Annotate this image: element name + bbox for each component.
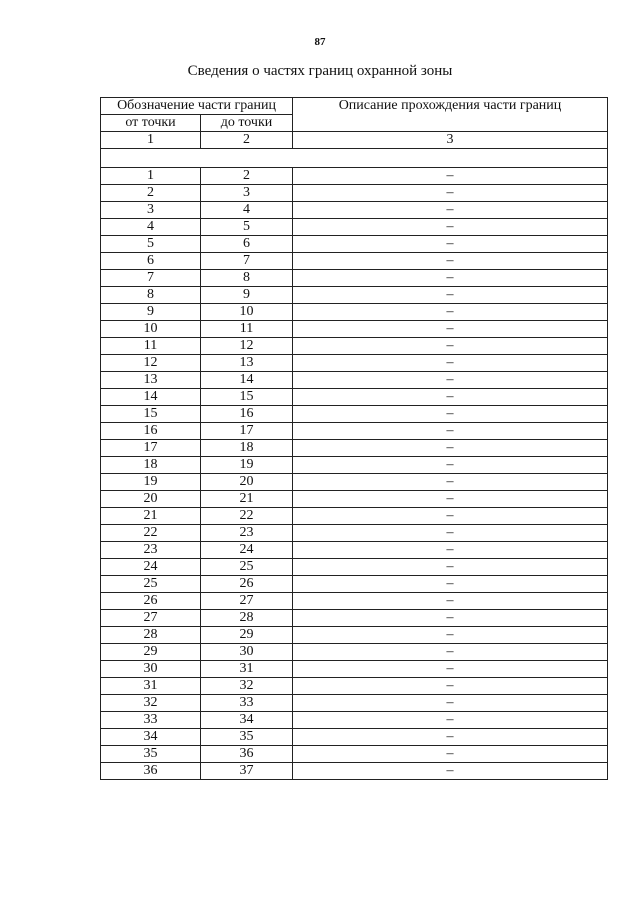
table-row	[101, 576, 608, 593]
to-point-cell: 35	[201, 729, 293, 746]
header-row	[101, 98, 608, 115]
description-cell: –	[293, 712, 608, 729]
description-cell: –	[293, 576, 608, 593]
table-row	[101, 695, 608, 712]
to-point-cell: 2	[201, 168, 293, 185]
from-point-cell: 9	[101, 304, 201, 321]
table-row	[101, 712, 608, 729]
page-title: Сведения о частях границ охранной зоны	[187, 63, 453, 79]
from-point-cell: 16	[101, 423, 201, 440]
from-point-cell: 25	[101, 576, 201, 593]
table-row	[101, 678, 608, 695]
to-point-cell: 7	[201, 253, 293, 270]
from-point-cell: 18	[101, 457, 201, 474]
table-row	[101, 406, 608, 423]
to-point-header: до точки	[201, 115, 293, 132]
to-point-cell: 8	[201, 270, 293, 287]
to-point-cell: 29	[201, 627, 293, 644]
from-point-cell: 20	[101, 491, 201, 508]
table-row	[101, 644, 608, 661]
to-point-cell: 10	[201, 304, 293, 321]
description-cell: –	[293, 763, 608, 780]
description-cell: –	[293, 219, 608, 236]
from-point-cell: 15	[101, 406, 201, 423]
to-point-cell: 12	[201, 338, 293, 355]
description-cell: –	[293, 746, 608, 763]
description-cell: –	[293, 610, 608, 627]
from-point-cell: 2	[101, 185, 201, 202]
to-point-cell: 22	[201, 508, 293, 525]
from-point-cell: 13	[101, 372, 201, 389]
table-row	[101, 763, 608, 780]
table-body	[101, 98, 608, 780]
from-point-cell: 27	[101, 610, 201, 627]
from-point-cell: 14	[101, 389, 201, 406]
from-point-cell: 21	[101, 508, 201, 525]
table-row	[101, 202, 608, 219]
description-cell: –	[293, 168, 608, 185]
table-row	[101, 287, 608, 304]
table-row	[101, 185, 608, 202]
description-cell: –	[293, 593, 608, 610]
to-point-cell: 5	[201, 219, 293, 236]
table-row	[101, 372, 608, 389]
to-point-cell: 3	[201, 185, 293, 202]
to-point-cell: 4	[201, 202, 293, 219]
description-cell: –	[293, 185, 608, 202]
description-cell: –	[293, 355, 608, 372]
description-cell: –	[293, 406, 608, 423]
description-cell: –	[293, 304, 608, 321]
table-row	[101, 610, 608, 627]
to-point-cell: 28	[201, 610, 293, 627]
table-row	[101, 270, 608, 287]
table-row	[101, 746, 608, 763]
to-point-cell: 23	[201, 525, 293, 542]
description-cell: –	[293, 661, 608, 678]
from-point-cell: 3	[101, 202, 201, 219]
from-point-cell: 31	[101, 678, 201, 695]
description-cell: –	[293, 372, 608, 389]
description-cell: –	[293, 338, 608, 355]
description-cell: –	[293, 423, 608, 440]
description-cell: –	[293, 695, 608, 712]
from-point-cell: 1	[101, 168, 201, 185]
description-cell: –	[293, 542, 608, 559]
to-point-cell: 27	[201, 593, 293, 610]
to-point-cell: 32	[201, 678, 293, 695]
from-point-cell: 11	[101, 338, 201, 355]
from-point-cell: 35	[101, 746, 201, 763]
boundary-parts-table	[100, 97, 608, 780]
description-cell: –	[293, 202, 608, 219]
table-row	[101, 236, 608, 253]
column-number-row	[101, 132, 608, 149]
description-cell: –	[293, 491, 608, 508]
blank-cell	[101, 149, 608, 168]
from-point-cell: 22	[101, 525, 201, 542]
description-cell: –	[293, 389, 608, 406]
from-point-cell: 26	[101, 593, 201, 610]
from-point-cell: 23	[101, 542, 201, 559]
table-row	[101, 321, 608, 338]
table-row	[101, 423, 608, 440]
column-number-1: 1	[101, 132, 201, 149]
table-row	[101, 389, 608, 406]
to-point-cell: 37	[201, 763, 293, 780]
table-row	[101, 219, 608, 236]
to-point-cell: 25	[201, 559, 293, 576]
from-point-cell: 8	[101, 287, 201, 304]
blank-row	[101, 149, 608, 168]
from-point-cell: 6	[101, 253, 201, 270]
table-row	[101, 253, 608, 270]
description-cell: –	[293, 559, 608, 576]
from-point-cell: 36	[101, 763, 201, 780]
description-cell: –	[293, 457, 608, 474]
group-header: Обозначение части границ	[101, 98, 293, 115]
to-point-cell: 36	[201, 746, 293, 763]
table-row	[101, 542, 608, 559]
to-point-cell: 9	[201, 287, 293, 304]
from-point-cell: 32	[101, 695, 201, 712]
column-number-3: 3	[293, 132, 608, 149]
to-point-cell: 31	[201, 661, 293, 678]
to-point-cell: 18	[201, 440, 293, 457]
from-point-cell: 33	[101, 712, 201, 729]
from-point-cell: 34	[101, 729, 201, 746]
description-cell: –	[293, 474, 608, 491]
from-point-cell: 4	[101, 219, 201, 236]
description-cell: –	[293, 525, 608, 542]
to-point-cell: 34	[201, 712, 293, 729]
description-cell: –	[293, 287, 608, 304]
table-row	[101, 729, 608, 746]
to-point-cell: 15	[201, 389, 293, 406]
table-row	[101, 168, 608, 185]
to-point-cell: 17	[201, 423, 293, 440]
table-row	[101, 338, 608, 355]
table-row	[101, 559, 608, 576]
table-row	[101, 508, 608, 525]
from-point-cell: 30	[101, 661, 201, 678]
from-point-cell: 29	[101, 644, 201, 661]
to-point-cell: 11	[201, 321, 293, 338]
from-point-cell: 28	[101, 627, 201, 644]
to-point-cell: 20	[201, 474, 293, 491]
description-cell: –	[293, 321, 608, 338]
table-row	[101, 627, 608, 644]
to-point-cell: 33	[201, 695, 293, 712]
to-point-cell: 13	[201, 355, 293, 372]
description-cell: –	[293, 440, 608, 457]
from-point-header: от точки	[101, 115, 201, 132]
description-header: Описание прохождения части границ	[293, 98, 608, 132]
to-point-cell: 6	[201, 236, 293, 253]
table-row	[101, 440, 608, 457]
table-row	[101, 593, 608, 610]
description-cell: –	[293, 678, 608, 695]
from-point-cell: 10	[101, 321, 201, 338]
to-point-cell: 19	[201, 457, 293, 474]
table-row	[101, 355, 608, 372]
table-row	[101, 661, 608, 678]
description-cell: –	[293, 236, 608, 253]
description-cell: –	[293, 627, 608, 644]
table-row	[101, 491, 608, 508]
to-point-cell: 26	[201, 576, 293, 593]
from-point-cell: 7	[101, 270, 201, 287]
table-row	[101, 304, 608, 321]
page-number: 87	[314, 36, 326, 48]
description-cell: –	[293, 270, 608, 287]
to-point-cell: 16	[201, 406, 293, 423]
table-row	[101, 525, 608, 542]
to-point-cell: 21	[201, 491, 293, 508]
description-cell: –	[293, 729, 608, 746]
from-point-cell: 5	[101, 236, 201, 253]
description-cell: –	[293, 508, 608, 525]
from-point-cell: 12	[101, 355, 201, 372]
description-cell: –	[293, 253, 608, 270]
column-number-2: 2	[201, 132, 293, 149]
to-point-cell: 24	[201, 542, 293, 559]
from-point-cell: 19	[101, 474, 201, 491]
table-row	[101, 457, 608, 474]
to-point-cell: 30	[201, 644, 293, 661]
to-point-cell: 14	[201, 372, 293, 389]
description-cell: –	[293, 644, 608, 661]
from-point-cell: 17	[101, 440, 201, 457]
table-row	[101, 474, 608, 491]
from-point-cell: 24	[101, 559, 201, 576]
